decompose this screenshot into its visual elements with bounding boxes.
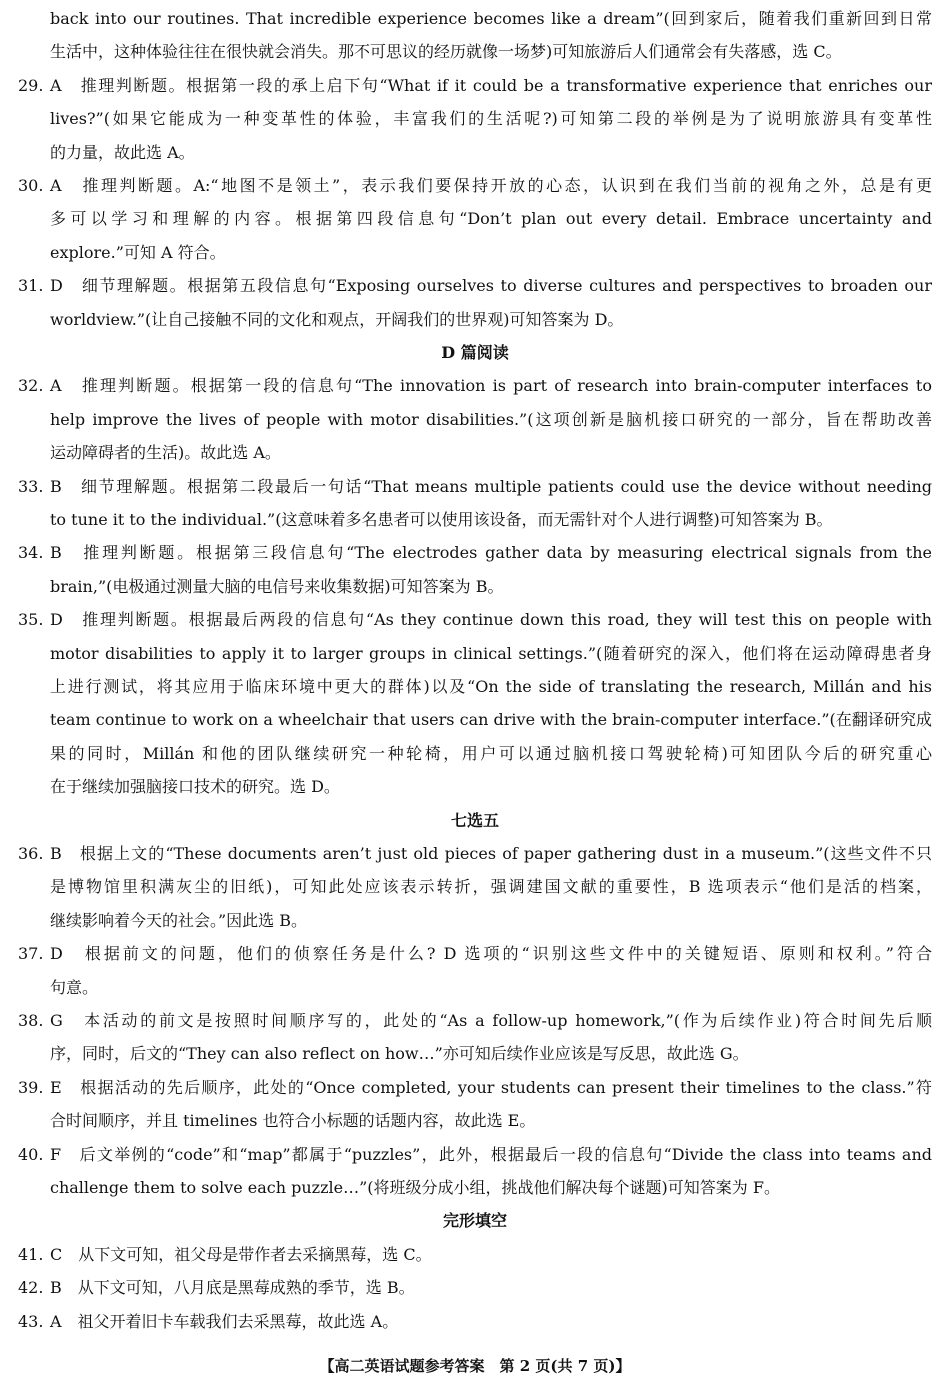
section-heading: 完形填空	[442, 1211, 507, 1230]
answer-line: 生活中，这种体验往往在很快就会消失。那不可思议的经历就像一场梦)可知旅游后人们通常会有失落感，选 C。	[50, 42, 842, 61]
question-number: 37.	[18, 944, 44, 963]
answer-line	[18, 375, 932, 397]
answer-line: 上进行测试，将其应用于临床环境中更大的群体)以及“On the side of translating the research, Millán and his	[50, 677, 932, 696]
question-number: 40.	[18, 1145, 44, 1164]
answer-line: 序，同时，后文的“They can also reflect on how…”亦可知后续作业应该是写反思，故此选 G。	[50, 1044, 749, 1063]
answer-text: B 推理判断题。根据第三段信息句“The electrodes gather data by measuring electrical signals from the	[50, 543, 932, 562]
page-footer: 【高二英语试题参考答案 第 2 页(共 7 页)】	[319, 1357, 631, 1375]
answer-line: 果的同时，Millán 和他的团队继续研究一种轮椅，用户可以通过脑机接口驾驶轮椅)可知团队今后的研究重心	[50, 744, 932, 763]
answer-line	[18, 1311, 932, 1333]
answer-line: lives?”(如果它能成为一种变革性的体验，丰富我们的生活呢?)可知第二段的举例是为了说明旅游具有变革性	[50, 109, 932, 128]
answer-line	[18, 943, 932, 965]
answer-line: help improve the lives of people with motor disabilities.”(这项创新是脑机接口研究的一部分，旨在帮助改善	[50, 410, 932, 429]
answer-line	[18, 175, 932, 197]
answer-line: 多可以学习和理解的内容。根据第四段信息句“Don’t plan out every detail. Embrace uncertainty and	[50, 209, 932, 228]
section-heading: D 篇阅读	[441, 343, 509, 362]
answer-line: explore.”可知 A 符合。	[50, 243, 226, 262]
answer-line	[18, 1144, 932, 1166]
answer-line	[18, 1077, 932, 1099]
question-number: 39.	[18, 1078, 44, 1097]
question-number: 34.	[18, 543, 44, 562]
question-number: 30.	[18, 176, 44, 195]
answer-line	[18, 275, 932, 297]
answer-line	[18, 75, 932, 97]
question-number: 32.	[18, 376, 44, 395]
answer-text: E 根据活动的先后顺序，此处的“Once completed, your students can present their timelines to the class.”符	[50, 1078, 932, 1097]
answer-text: A 祖父开着旧卡车载我们去采黑莓，故此选 A。	[50, 1312, 399, 1331]
question-number: 36.	[18, 844, 44, 863]
question-number: 42.	[18, 1278, 44, 1297]
question-number: 35.	[18, 610, 44, 629]
answer-line	[18, 542, 932, 564]
answer-text: A 推理判断题。根据第一段的信息句“The innovation is part of research into brain-computer interfaces to	[50, 376, 932, 395]
answer-text: D 推理判断题。根据最后两段的信息句“As they continue down this road, they will test this on people with	[50, 610, 932, 629]
answer-line: 运动障碍者的生活)。故此选 A。	[50, 443, 281, 462]
answer-line	[18, 1244, 932, 1266]
answer-line: 句意。	[50, 978, 99, 997]
answer-text: B 根据上文的“These documents aren’t just old pieces of paper gathering dust in a museum.”(这些文件不只	[50, 844, 932, 863]
answer-line: challenge them to solve each puzzle…”(将班级分成小组，挑战他们解决每个谜题)可知答案为 F。	[50, 1178, 780, 1197]
question-number: 31.	[18, 276, 44, 295]
answer-line: motor disabilities to apply it to larger groups in clinical settings.”(随着研究的深入，他们将在运动障碍患者身	[50, 644, 932, 663]
answer-text: B 从下文可知，八月底是黑莓成熟的季节，选 B。	[50, 1278, 415, 1297]
answer-line: to tune it to the individual.”(这意味着多名患者可以使用该设备，而无需针对个人进行调整)可知答案为 B。	[50, 510, 833, 529]
answer-line	[18, 843, 932, 865]
answer-text: F 后文举例的“code”和“map”都属于“puzzles”，此外，根据最后一段的信息句“Divide the class into teams and	[50, 1145, 932, 1164]
answer-line: 合时间顺序，并且 timelines 也符合小标题的话题内容，故此选 E。	[50, 1111, 536, 1130]
answer-line: worldview.”(让自己接触不同的文化和观点，开阔我们的世界观)可知答案为 D。	[50, 310, 624, 329]
answer-text: D 细节理解题。根据第五段信息句“Exposing ourselves to diverse cultures and perspectives to broaden our	[50, 276, 932, 295]
answer-line	[18, 476, 932, 498]
answer-line: 的力量，故此选 A。	[50, 143, 195, 162]
question-number: 33.	[18, 477, 44, 496]
answer-text: G 本活动的前文是按照时间顺序写的，此处的“As a follow-up homework,”(作为后续作业)符合时间先后顺	[50, 1011, 932, 1030]
answer-line: brain,”(电极通过测量大脑的电信号来收集数据)可知答案为 B。	[50, 577, 504, 596]
answer-text: D 根据前文的问题，他们的侦察任务是什么? D 选项的“识别这些文件中的关键短语、原则和权利。”符合	[50, 944, 932, 963]
question-number: 41.	[18, 1245, 44, 1264]
question-number: 43.	[18, 1312, 44, 1331]
answer-text: A 推理判断题。A:“地图不是领土”，表示我们要保持开放的心态，认识到在我们当前的视角之外，总是有更	[50, 176, 932, 195]
answer-line: 继续影响着今天的社会。”因此选 B。	[50, 911, 308, 930]
answer-line: back into our routines. That incredible experience becomes like a dream”(回到家后，随着我们重新回到日常	[50, 9, 932, 28]
answer-line	[18, 1277, 932, 1299]
answer-text: C 从下文可知，祖父母是带作者去采摘黑莓，选 C。	[50, 1245, 432, 1264]
answer-text: B 细节理解题。根据第二段最后一句话“That means multiple patients could use the device without needing	[50, 477, 932, 496]
question-number: 29.	[18, 76, 44, 95]
section-heading: 七选五	[450, 811, 499, 830]
answer-line	[18, 609, 932, 631]
answer-text: A 推理判断题。根据第一段的承上启下句“What if it could be a transformative experience that enriches our	[50, 76, 932, 95]
answer-line	[18, 1010, 932, 1032]
question-number: 38.	[18, 1011, 44, 1030]
answer-line: 是博物馆里积满灰尘的旧纸)，可知此处应该表示转折，强调建国文献的重要性，B 选项表示“他们是活的档案，	[50, 877, 932, 896]
answer-line: team continue to work on a wheelchair that users can drive with the brain-computer interface.”(在翻译研究成	[50, 710, 932, 729]
answer-line: 在于继续加强脑接口技术的研究。选 D。	[50, 777, 340, 796]
